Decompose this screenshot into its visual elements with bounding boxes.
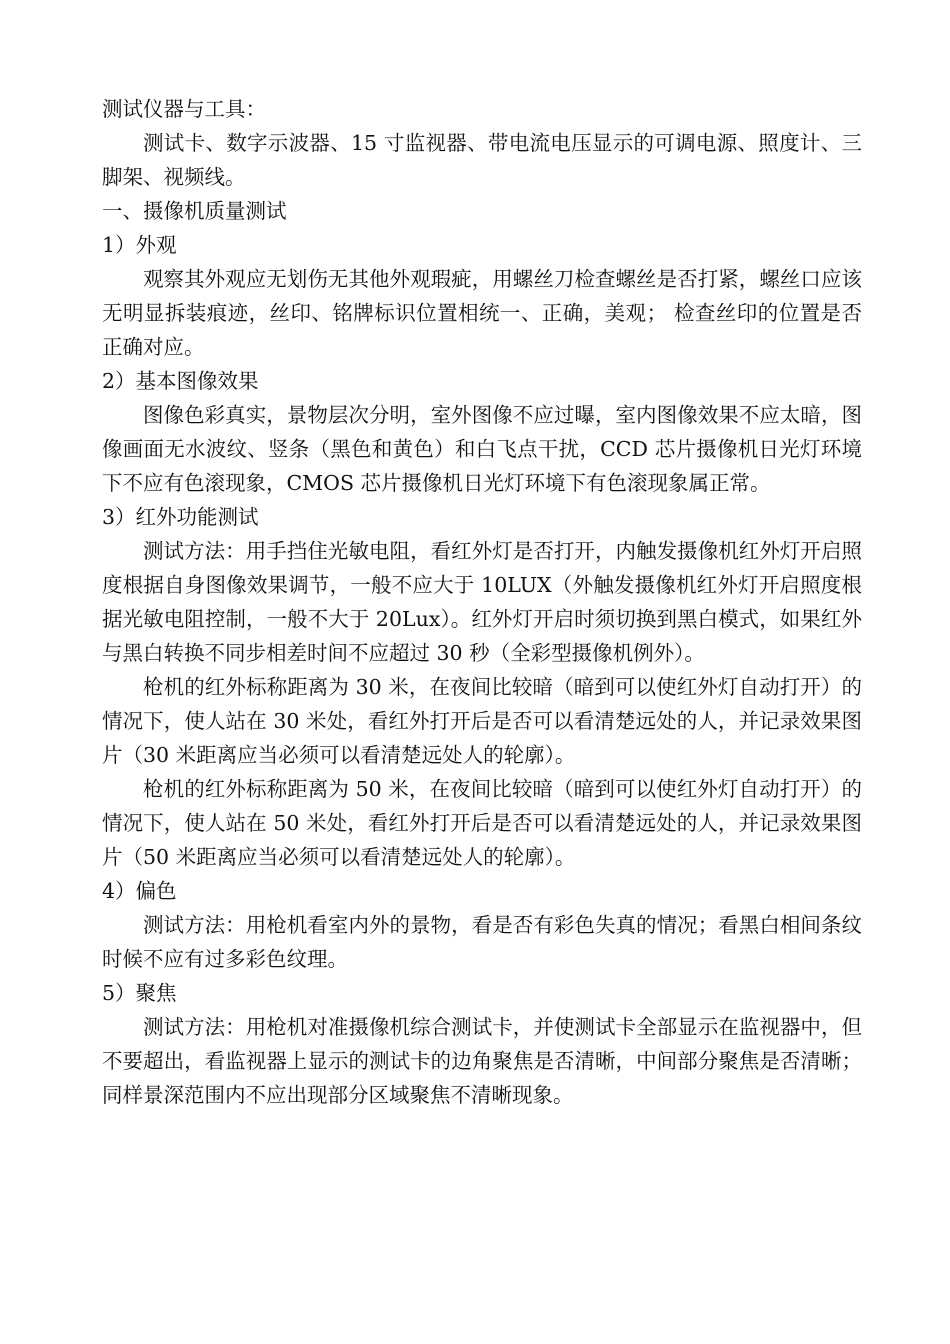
item-heading-color-cast: 4）偏色: [102, 879, 177, 903]
item-paragraph-infrared-30m: 枪机的红外标称距离为 30 米，在夜间比较暗（暗到可以使红外灯自动打开）的情况下，使人站在 30 米处，看红外打开后是否可以看清楚远处的人，并记录效果图片（30 米距离应当必须可以看清楚远处人的轮廓）。: [102, 675, 862, 767]
item-heading-infrared: 3）红外功能测试: [102, 505, 259, 529]
item-heading-appearance: 1）外观: [102, 233, 177, 257]
item-paragraph-infrared-50m: 枪机的红外标称距离为 50 米，在夜间比较暗（暗到可以使红外灯自动打开）的情况下，使人站在 50 米处，看红外打开后是否可以看清楚远处的人，并记录效果图片（50 米距离应当必须可以看清楚远处人的轮廓）。: [102, 777, 862, 869]
item-heading-focus: 5）聚焦: [102, 981, 177, 1005]
item-paragraph-infrared-method: 测试方法：用手挡住光敏电阻，看红外灯是否打开，内触发摄像机红外灯开启照度根据自身图像效果调节，一般不应大于 10LUX（外触发摄像机红外灯开启照度根据光敏电阻控制，一般不大于 20Lux）。红外灯开启时须切换到黑白模式，如果红外与黑白转换不同步相差时间不应超过 30 秒（全彩型摄像机例外）。: [102, 539, 862, 665]
item-heading-image-effect: 2）基本图像效果: [102, 369, 259, 393]
item-paragraph-appearance: 观察其外观应无划伤无其他外观瑕疵，用螺丝刀检查螺丝是否打紧，螺丝口应该无明显拆装痕迹，丝印、铭牌标识位置相统一、正确，美观； 检查丝印的位置是否正确对应。: [102, 267, 862, 359]
intro-body: 测试卡、数字示波器、15 寸监视器、带电流电压显示的可调电源、照度计、三脚架、视频线。: [102, 131, 862, 189]
section-title: 一、摄像机质量测试: [102, 199, 287, 223]
document-page: [102, 92, 862, 1112]
item-paragraph-image-effect: 图像色彩真实，景物层次分明，室外图像不应过曝，室内图像效果不应太暗，图像画面无水波纹、竖条（黑色和黄色）和白飞点干扰，CCD 芯片摄像机日光灯环境下不应有色滚现象，CMOS 芯片摄像机日光灯环境下有色滚现象属正常。: [102, 403, 862, 495]
intro-title: 测试仪器与工具：: [102, 97, 266, 121]
item-paragraph-focus: 测试方法：用枪机对准摄像机综合测试卡，并使测试卡全部显示在监视器中，但不要超出，看监视器上显示的测试卡的边角聚焦是否清晰，中间部分聚焦是否清晰；同样景深范围内不应出现部分区域聚焦不清晰现象。: [102, 1015, 862, 1107]
item-paragraph-color-cast: 测试方法：用枪机看室内外的景物，看是否有彩色失真的情况；看黑白相间条纹时候不应有过多彩色纹理。: [102, 913, 862, 971]
